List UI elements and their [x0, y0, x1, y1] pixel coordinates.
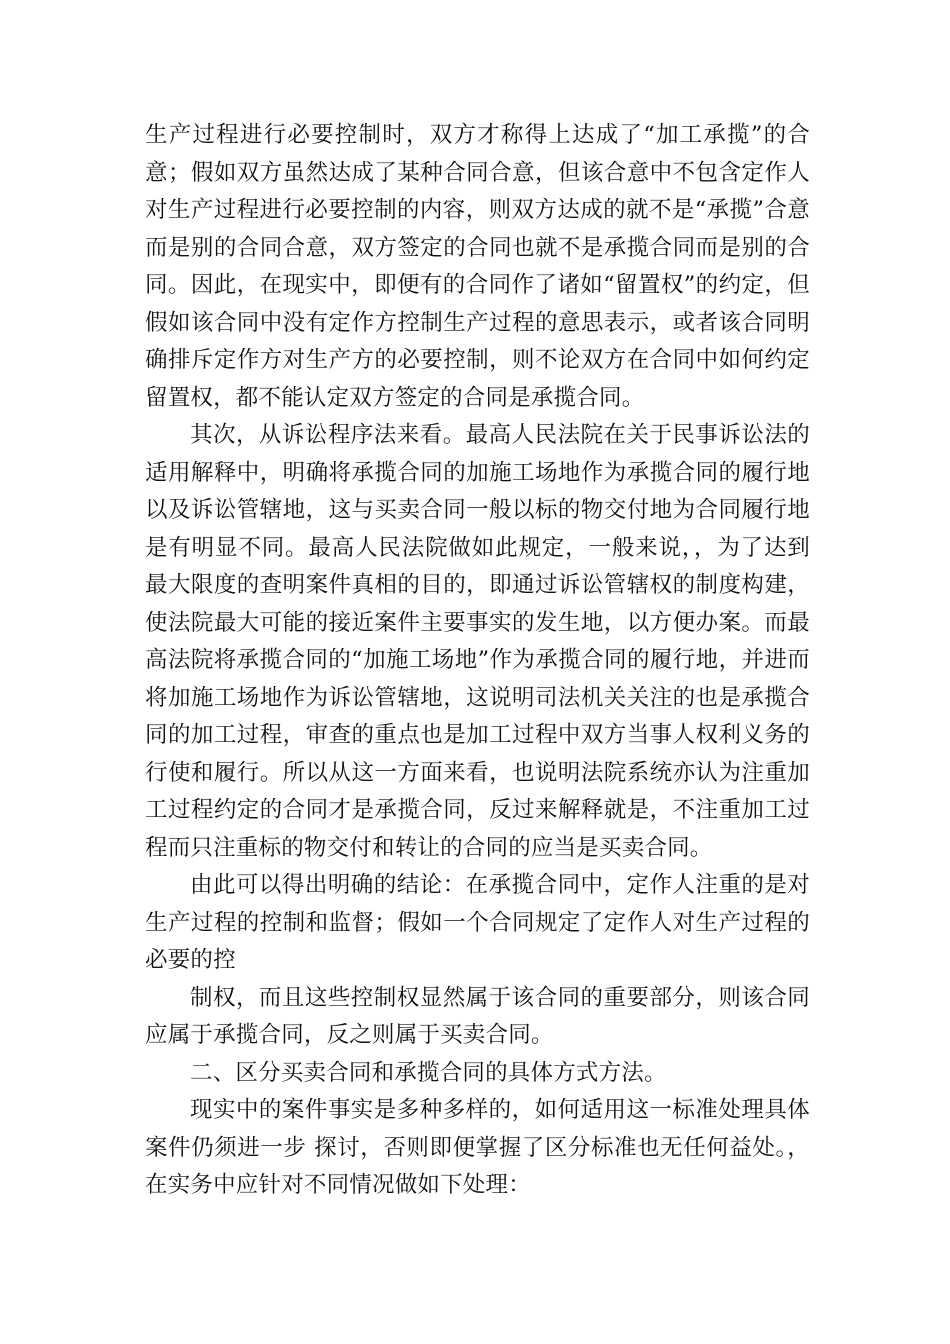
paragraph-conclusion: 由此可以得出明确的结论：在承揽合同中，定作人注重的是对生产过程的控制和监督；假如一个合同规定了定作人对生产过程的必要的控 — [145, 872, 810, 973]
paragraph-practice: 现实中的案件事实是多种多样的，如何适用这一标准处理具体案件仍须进一步 探讨，否则即便掌握了区分标准也无任何益处。，在实务中应针对不同情况做如下处理： — [145, 1097, 810, 1198]
paragraph-procedural-law: 其次，从诉讼程序法来看。最高人民法院在关于民事诉讼法的适用解释中，明确将承揽合同的加施工场地作为承揽合同的履行地以及诉讼管辖地，这与买卖合同一般以标的物交付地为合同履行地是有明显不同。最高人民法院做如此规定，一般来说，，为了达到最大限度的查明案件真相的目的，即通过诉讼管辖权的制度构建，使法院最大可能的接近案件主要事实的发生地，以方便办案。而最高法院将承揽合同的“加施工场地”作为承揽合同的履行地，并进而将加施工场地作为诉讼管辖地，这说明司法机关关注的也是承揽合同的加工过程，审查的重点也是加工过程中双方当事人权利义务的行使和履行。所以从这一方面来看，也说明法院系统亦认为注重加工过程约定的合同才是承揽合同，反过来解释就是，不注重加工过程而只注重标的物交付和转让的合同的应当是买卖合同。 — [145, 422, 810, 861]
document-body — [145, 117, 810, 1205]
paragraph-conclusion-continued: 制权，而且这些控制权显然属于该合同的重要部分，则该合同应属于承揽合同，反之则属于买卖合同。 — [145, 984, 810, 1048]
paragraph-continuation: 生产过程进行必要控制时，双方才称得上达成了“加工承揽”的合意；假如双方虽然达成了某种合同合意，但该合意中不包含定作人对生产过程进行必要控制的内容，则双方达成的就不是“承揽”合意而是别的合同合意，双方签定的合同也就不是承揽合同而是别的合同。因此，在现实中，即便有的合同作了诸如“留置权”的约定，但假如该合同中没有定作方控制生产过程的意思表示，或者该合同明确排斥定作方对生产方的必要控制，则不论双方在合同中如何约定留置权，都不能认定双方签定的合同是承揽合同。 — [145, 122, 810, 411]
section-heading-two: 二、区分买卖合同和承揽合同的具体方式方法。 — [190, 1059, 667, 1086]
